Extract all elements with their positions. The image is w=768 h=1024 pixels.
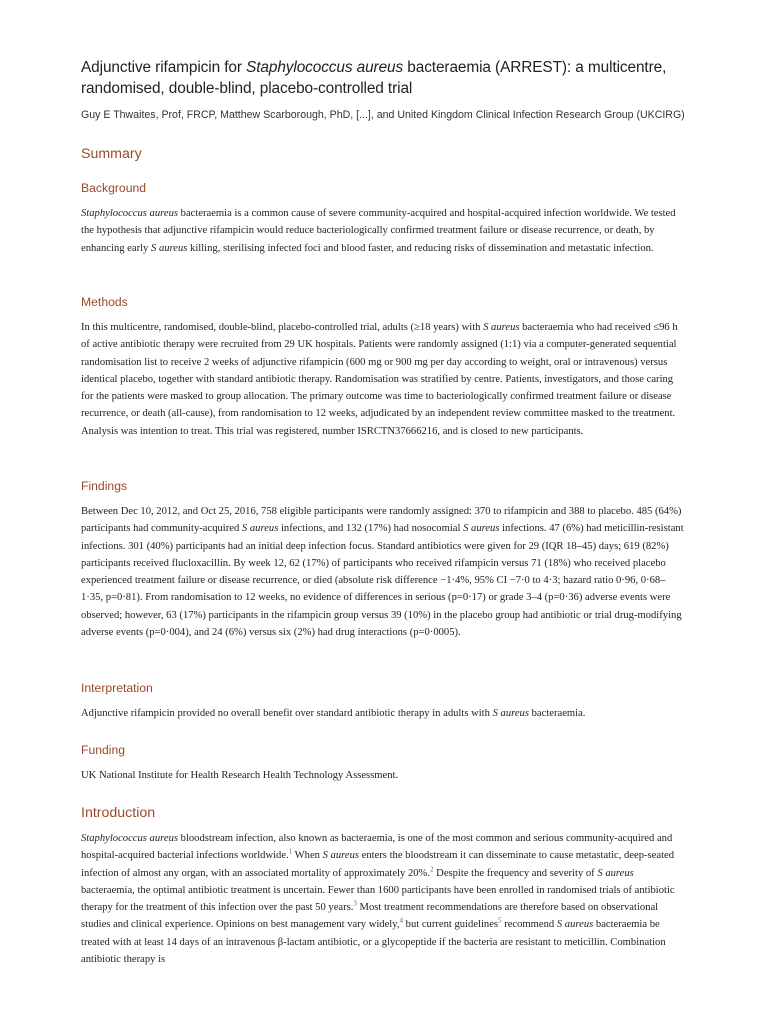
citation-link[interactable]: 2 (430, 865, 434, 874)
author-list: Guy E Thwaites, Prof, FRCP, Matthew Scarborough, PhD, [...], and United Kingdom Clinical Infection Research Group (UKCIRG) (81, 109, 685, 121)
species-name: S aureus (597, 867, 634, 879)
citation-link[interactable]: 3 (353, 899, 357, 908)
citation-link[interactable]: 4 (399, 916, 404, 925)
species-name: S aureus (241, 523, 279, 535)
summary-heading: Summary (81, 146, 142, 162)
funding-paragraph: UK National Institute for Health Research Health Technology Assessment. (81, 770, 399, 781)
citation-link[interactable]: 1 (288, 847, 293, 856)
species-name: S aureus (492, 708, 529, 719)
article-title: Adjunctive rifampicin for Staphylococcus aureus bacteraemia (ARREST): a multicentre, randomised, double-blind, placebo-controlled trial (81, 59, 667, 97)
introduction-paragraph: Staphylococcus aureus bloodstream infection, also known as bacteraemia, is one of the most common and serious community-acquired and hospital-acquired bacterial infections worldwide.$^1$ When S aureus enters the bloodstream it can disseminate to cause metastatic, deep-seated infection of almost any organ, with an associated mortality of approximately 20%.$^2$ Despite the frequency and severity of S aureus bacteraemia, the optimal antibiotic treatment is uncertain. Fewer than 1600 participants have been enrolled in randomised trials of antibiotic therapy for the treatment of this infection over the past 50 years.$^3$ Most treatment recommendations are therefore based on observational studies and clinical experience. Opinions on best management vary widely,$^4$ but current guidelines$^5$ recommend S aureus bacteraemia be treated with at least 14 days of an intravenous β-lactam antibiotic, or a glycopeptide if the bacteria are resistant to meticillin. Combination antibiotic therapy is (81, 833, 675, 966)
findings-paragraph: Between Dec 10, 2012, and Oct 25, 2016, 758 eligible participants were randomly assigned: 370 to rifampicin and 388 to placebo. 485 (64%) participants had community-acquired S aureus infections, and 132 (17%) had nosocomial S aureus infections. 47 (6%) had meticillin-resistant infections. 301 (40%) participants had an initial deep infection focus. Standard antibiotics were given for 29 (IQR 18–45) days; 619 (82%) participants received flucloxacillin. By week 12, 62 (17%) of participants who received rifampicin versus 71 (18%) who received placebo experienced treatment failure or disease recurrence, or died (absolute risk difference −1·4%, 95% CI −7·0 to 4·3; hazard ratio 0·96, 0·68–1·35, p=0·81). From randomisation to 12 weeks, no evidence of differences in serious (p=0·17) or grade 3–4 (p=0·36) adverse events were observed; however, 63 (17%) participants in the rifampicin group versus 39 (10%) in the placebo group had antibiotic or trial drug-modifying adverse events (p=0·004), and 24 (6%) versus six (2%) had drug interactions (p=0·0005). (81, 506, 684, 639)
interpretation-paragraph: Adjunctive rifampicin provided no overall benefit over standard antibiotic therapy in adults with S aureus bacteraemia. (81, 708, 586, 719)
citation-link[interactable]: 5 (498, 916, 502, 925)
species-name: Staphylococcus aureus (81, 833, 178, 844)
species-name: S aureus (483, 322, 520, 333)
methods-heading: Methods (81, 295, 128, 309)
findings-heading: Findings (81, 479, 128, 493)
species-name: S aureus (322, 850, 359, 862)
species-name: S aureus (151, 242, 188, 254)
interpretation-heading: Interpretation (81, 681, 153, 695)
species-name: S aureus (556, 919, 594, 931)
methods-paragraph: In this multicentre, randomised, double-blind, placebo-controlled trial, adults (≥18 years) with S aureus bacteraemia who had received ≤96 h of active antibiotic therapy were recruited from 29 UK hospitals. Patients were randomly assigned (1:1) via a computer-generated sequential randomisation list to receive 2 weeks of adjunctive rifampicin (600 mg or 900 mg per day according to weight, oral or intravenous) versus identical placebo, together with standard antibiotic therapy. Randomisation was stratified by centre. Patients, investigators, and those caring for the patients were masked to group allocation. The primary outcome was time to bacteriologically confirmed treatment failure or disease recurrence, or death (all-cause), from randomisation to 12 weeks, adjudicated by an independent review committee masked to the treatment. Analysis was intention to treat. This trial was registered, number ISRCTN37666216, and is closed to new participants. (81, 322, 678, 437)
funding-heading: Funding (81, 743, 126, 757)
introduction-heading: Introduction (81, 805, 156, 821)
background-paragraph: Staphylococcus aureus bacteraemia is a common cause of severe community-acquired and hospital-acquired infection worldwide. We tested the hypothesis that adjunctive rifampicin would reduce bacteriologically confirmed treatment failure or disease recurrence, or death, by enhancing early S aureus killing, sterilising infected foci and blood faster, and reducing risks of dissemination and metastatic infection. (81, 208, 676, 254)
species-name: S aureus (463, 523, 500, 535)
species-name: Staphylococcus aureus (81, 208, 178, 219)
background-heading: Background (81, 181, 147, 195)
